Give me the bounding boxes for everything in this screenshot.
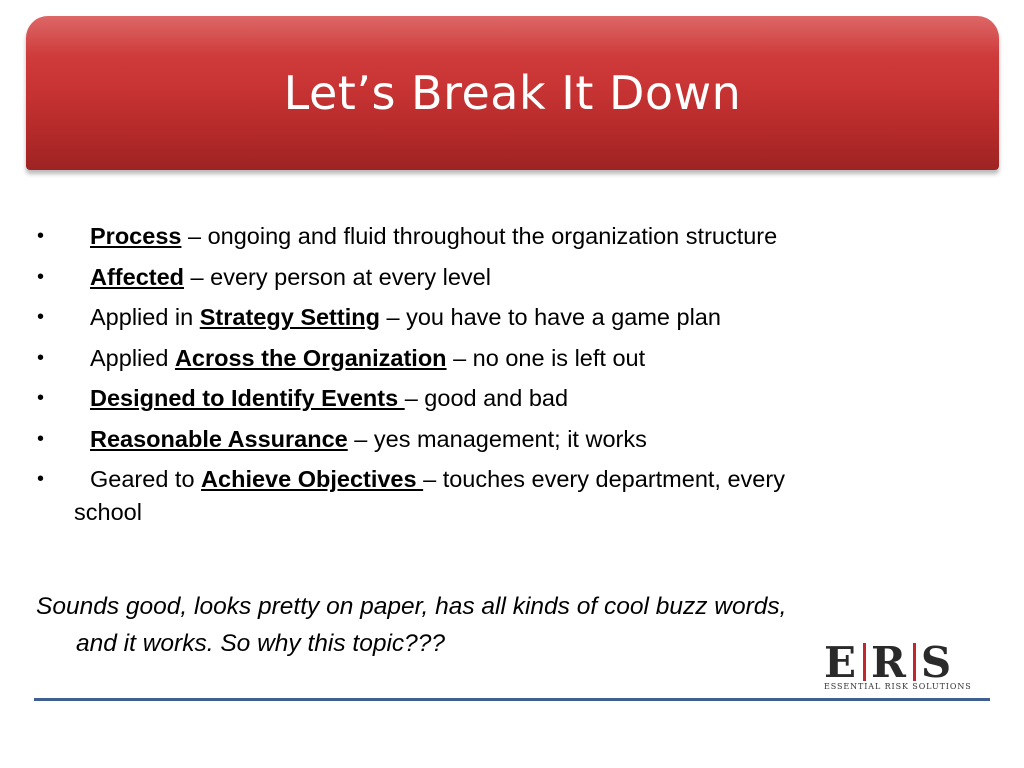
logo-subtitle: ESSENTIAL RISK SOLUTIONS (824, 682, 972, 691)
bullet-term: Designed to Identify Events (90, 385, 405, 411)
bullet-item: • Designed to Identify Events – good and bad (34, 381, 994, 415)
bullet-icon: • (37, 306, 45, 328)
bullet-icon: • (37, 225, 45, 247)
bullet-term: Achieve Objectives (201, 466, 424, 492)
closing-line-1: Sounds good, looks pretty on paper, has all kinds of cool buzz words, (36, 593, 787, 620)
closing-line-2: and it works. So why this topic??? (76, 630, 446, 657)
bullet-icon: • (37, 346, 45, 369)
bullet-item: • Applied Across the Organization – no one is left out (34, 341, 994, 375)
bullet-item: • Affected – every person at every level (34, 260, 994, 294)
logo-separator (913, 643, 916, 681)
bullet-icon: • (37, 468, 45, 490)
bullet-icon: • (37, 387, 45, 409)
bullet-item: • Geared to Achieve Objectives – touches every department, every school (34, 462, 994, 528)
bullet-item: • Applied in Strategy Setting – you have to have a game plan (34, 300, 994, 334)
bullet-icon: • (37, 265, 45, 288)
bullet-term: Process (90, 223, 182, 249)
bullet-item: • Reasonable Assurance – yes management; it works (34, 422, 994, 456)
eris-logo (820, 640, 992, 696)
bullet-continuation: school (74, 499, 142, 525)
bullet-term: Strategy Setting (199, 304, 380, 330)
bullet-item: • Process – ongoing and fluid throughout the organization structure (34, 219, 994, 253)
bullet-term: Reasonable Assurance (90, 425, 348, 452)
bullet-icon: • (37, 427, 45, 450)
bullet-term: Affected (90, 263, 185, 290)
logo-separator (863, 643, 866, 681)
slide-title: Let’s Break It Down (283, 66, 742, 120)
bullet-list (34, 219, 994, 535)
title-banner (26, 16, 999, 170)
footer-divider (34, 698, 990, 701)
bullet-term: Across the Organization (174, 344, 447, 371)
logo-letters: E R S (824, 638, 954, 687)
